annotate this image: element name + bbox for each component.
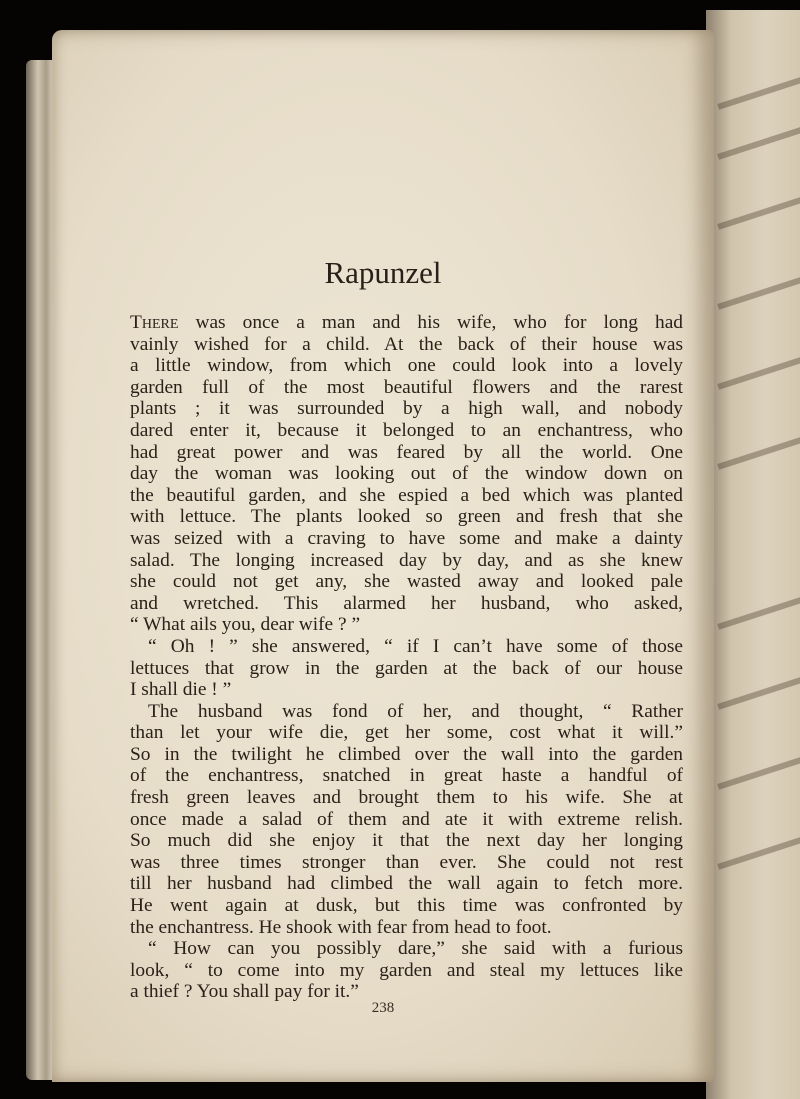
text-line xyxy=(130,312,683,334)
text-line xyxy=(130,614,683,636)
line-text: dared enter it, because it belonged to an enchantress, who xyxy=(130,419,683,441)
chapter-title: Rapunzel xyxy=(324,255,442,290)
text-line xyxy=(130,593,683,615)
text-line xyxy=(130,679,683,701)
line-text: I shall die ! ” xyxy=(130,679,232,701)
text-line xyxy=(130,528,683,550)
line-text: “ How can you possibly dare,” she said with a furious xyxy=(148,938,683,960)
line-text: till her husband had climbed the wall again to fetch more. xyxy=(130,873,683,895)
line-text: So in the twilight he climbed over the wall into the garden xyxy=(130,743,683,765)
body-text xyxy=(130,312,683,1003)
text-line xyxy=(130,420,683,442)
text-line xyxy=(130,485,683,507)
text-line xyxy=(130,355,683,377)
text-line xyxy=(130,830,683,852)
line-text: salad. The longing increased day by day, and as she knew xyxy=(130,549,683,571)
line-text: garden full of the most beautiful flowers and the rarest xyxy=(130,376,683,398)
text-line xyxy=(130,787,683,809)
text-line xyxy=(130,917,683,939)
text-line xyxy=(130,506,683,528)
line-text: “ Oh ! ” she answered, “ if I can’t have some of those xyxy=(148,635,683,657)
text-line xyxy=(130,571,683,593)
line-text: look, “ to come into my garden and steal my lettuces like xyxy=(130,959,683,981)
line-text: had great power and was feared by all the world. One xyxy=(130,441,683,463)
text-line xyxy=(130,377,683,399)
text-line xyxy=(130,938,683,960)
line-text: the beautiful garden, and she espied a bed which was planted xyxy=(130,484,683,506)
drop-word: There xyxy=(130,312,179,333)
line-text: day the woman was looking out of the window down on xyxy=(130,463,683,485)
text-line xyxy=(130,658,683,680)
text-line xyxy=(130,744,683,766)
text-line xyxy=(130,701,683,723)
text-line xyxy=(130,722,683,744)
line-text: a little window, from which one could look into a lovely xyxy=(130,355,683,377)
facing-page xyxy=(706,10,800,1099)
line-text: of the enchantress, snatched in great haste a handful of xyxy=(130,765,683,787)
line-text: was seized with a craving to have some and make a dainty xyxy=(130,527,683,549)
text-line xyxy=(130,809,683,831)
line-text: was once a man and his wife, who for long had xyxy=(178,312,683,333)
line-text: and wretched. This alarmed her husband, who asked, xyxy=(130,592,683,614)
text-line xyxy=(130,463,683,485)
text-line xyxy=(130,852,683,874)
line-text: “ What ails you, dear wife ? ” xyxy=(130,614,361,636)
text-line xyxy=(130,334,683,356)
line-text: The husband was fond of her, and thought, “ Rather xyxy=(148,700,683,722)
line-text: So much did she enjoy it that the next day her longing xyxy=(130,830,683,852)
line-text: with lettuce. The plants looked so green and fresh that she xyxy=(130,506,683,528)
line-text: plants ; it was surrounded by a high wall, and nobody xyxy=(130,398,683,420)
line-text: a thief ? You shall pay for it.” xyxy=(130,981,359,1003)
line-text: He went again at dusk, but this time was confronted by xyxy=(130,895,683,917)
text-line xyxy=(130,442,683,464)
text-line xyxy=(130,550,683,572)
text-line xyxy=(130,636,683,658)
line-text: than let your wife die, get her some, cost what it will.” xyxy=(130,722,683,744)
line-text: fresh green leaves and brought them to his wife. She at xyxy=(130,787,683,809)
text-line xyxy=(130,960,683,982)
line-text: she could not get any, she wasted away and looked pale xyxy=(130,571,683,593)
line-text: vainly wished for a child. At the back of their house was xyxy=(130,333,683,355)
text-line xyxy=(130,765,683,787)
text-line xyxy=(130,873,683,895)
text-line xyxy=(130,398,683,420)
line-text: the enchantress. He shook with fear from head to foot. xyxy=(130,916,552,938)
line-text: once made a salad of them and ate it with extreme relish. xyxy=(130,808,683,830)
page-number: 238 xyxy=(371,1000,395,1016)
line-text: was three times stronger than ever. She could not rest xyxy=(130,851,683,873)
line-text: lettuces that grow in the garden at the back of our house xyxy=(130,657,683,679)
text-line xyxy=(130,895,683,917)
